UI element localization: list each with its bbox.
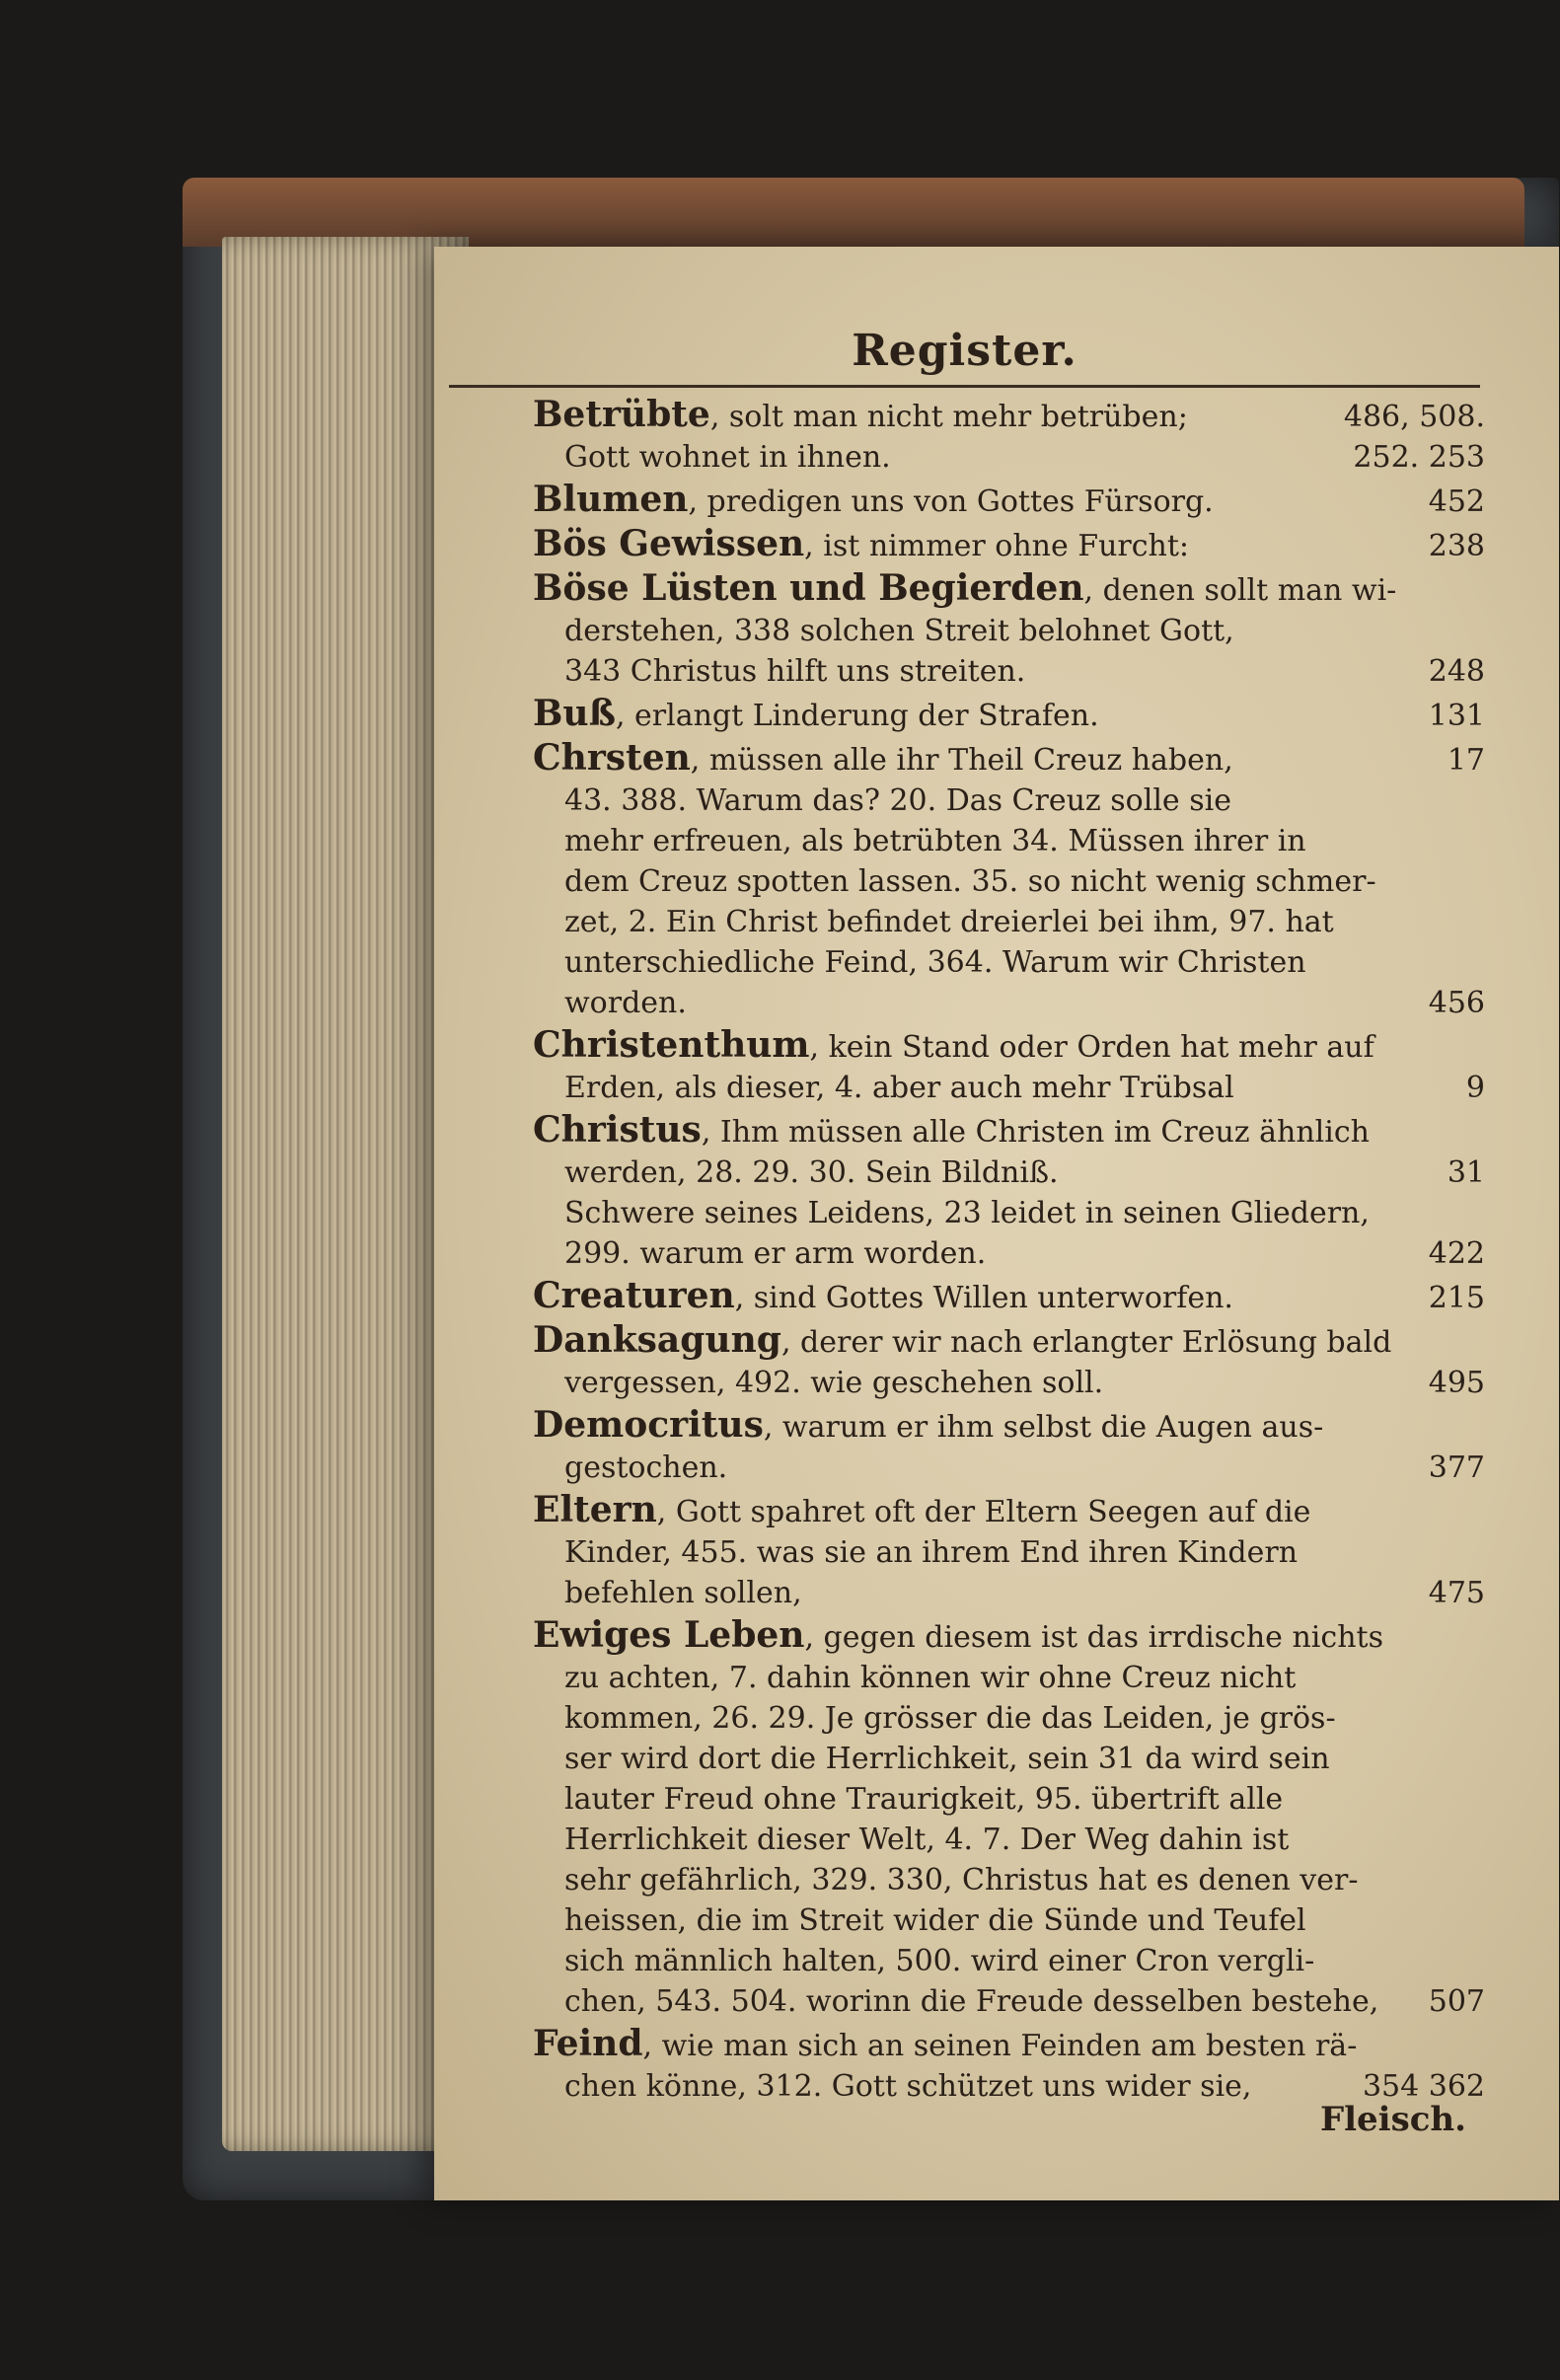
- index-line: [533, 651, 1485, 692]
- index-text: lauter Freud ohne Traurigkeit, 95. übertrift alle: [564, 1782, 1284, 1817]
- index-line: [533, 1941, 1485, 1981]
- index-line-text: [564, 942, 1473, 983]
- index-headword: Ewiges Leben: [533, 1615, 805, 1656]
- index-text: chen könne, 312. Gott schützet uns wider sie,: [564, 2069, 1252, 2104]
- index-line: [533, 1615, 1485, 1658]
- index-text: , müssen alle ihr Theil Creuz haben,: [690, 743, 1233, 778]
- index-line: [533, 1860, 1485, 1900]
- index-line-text: [564, 781, 1473, 821]
- index-text: Gott wohnet in ihnen.: [564, 440, 891, 475]
- index-line-text: [533, 1490, 1473, 1532]
- index-line-text: [533, 395, 1332, 437]
- index-line: [533, 1658, 1485, 1698]
- index-headword: Buß: [533, 694, 616, 734]
- index-line: [533, 1405, 1485, 1448]
- index-line-text: [533, 1276, 1417, 1318]
- page-reference: 9: [1465, 1071, 1485, 1105]
- index-text: heissen, die im Streit wider die Sünde und Teufel: [564, 1903, 1306, 1938]
- index-line: [533, 902, 1485, 942]
- index-line: [533, 1276, 1485, 1318]
- index-line-text: [564, 1573, 1417, 1613]
- index-line-text: [564, 1448, 1417, 1488]
- index-line: [533, 1320, 1485, 1363]
- index-line-text: [564, 1363, 1417, 1403]
- page-reference: 131: [1428, 699, 1485, 733]
- index-entry: [533, 568, 1485, 692]
- index-line: [533, 568, 1485, 611]
- index-text: 43. 388. Warum das? 20. Das Creuz solle sie: [564, 783, 1231, 818]
- index-line: [533, 1900, 1485, 1941]
- index-text: Schwere seines Leidens, 23 leidet in seinen Gliedern,: [564, 1196, 1370, 1230]
- index-line: [533, 694, 1485, 736]
- index-headword: Chrsten: [533, 738, 691, 779]
- index-line-text: [533, 2024, 1473, 2066]
- index-text: gestochen.: [564, 1450, 728, 1485]
- index-entry: [533, 395, 1485, 478]
- index-text: , denen sollt man wi-: [1083, 573, 1397, 608]
- index-entry: [533, 1490, 1485, 1613]
- index-text: , derer wir nach erlangter Erlösung bald: [780, 1325, 1392, 1360]
- index-line: [533, 1025, 1485, 1068]
- index-line-text: [533, 1405, 1473, 1448]
- index-line-text: [564, 611, 1473, 651]
- index-line-text: [533, 1110, 1473, 1153]
- index-line-text: [564, 1233, 1417, 1274]
- index-line: [533, 821, 1485, 861]
- index-line-text: [564, 1981, 1417, 2022]
- index-text: , ist nimmer ohne Furcht:: [804, 529, 1190, 563]
- index-line-text: [564, 1153, 1436, 1193]
- index-headword: Christenthum: [533, 1025, 810, 1066]
- index-line-text: [564, 1658, 1473, 1698]
- index-entry: [533, 1025, 1485, 1108]
- index-entry: [533, 1110, 1485, 1274]
- index-entry: [533, 524, 1485, 566]
- index-text: , predigen uns von Gottes Fürsorg.: [688, 484, 1214, 519]
- index-text: mehr erfreuen, als betrübten 34. Müssen ihrer in: [564, 824, 1306, 858]
- index-line: [533, 1068, 1485, 1108]
- index-entry: [533, 1405, 1485, 1488]
- index-line: [533, 738, 1485, 781]
- index-line: [533, 1698, 1485, 1739]
- index-line-text: [533, 1615, 1473, 1658]
- index-line-text: [564, 1532, 1473, 1573]
- page-reference: 215: [1428, 1281, 1485, 1315]
- page-reference: 238: [1428, 529, 1485, 563]
- index-headword: Böse Lüsten und Begierden: [533, 568, 1084, 609]
- page-reference: 31: [1447, 1155, 1485, 1190]
- index-text: , warum er ihm selbst die Augen aus-: [763, 1410, 1324, 1445]
- page-reference: 377: [1428, 1450, 1485, 1485]
- page-reference: 452: [1428, 484, 1485, 519]
- page-reference: 475: [1428, 1576, 1485, 1610]
- index-line: [533, 395, 1485, 437]
- index-text: unterschiedliche Feind, 364. Warum wir Christen: [564, 945, 1306, 980]
- index-text: ser wird dort die Herrlichkeit, sein 31 da wird sein: [564, 1742, 1330, 1776]
- index-text: derstehen, 338 solchen Streit belohnet Gott,: [564, 614, 1234, 648]
- index-line-text: [564, 1900, 1473, 1941]
- index-line-text: [533, 524, 1417, 566]
- register-index: [533, 395, 1485, 2109]
- index-headword: Creaturen: [533, 1276, 735, 1316]
- index-entry: [533, 1615, 1485, 2022]
- index-line: [533, 1233, 1485, 1274]
- index-text: , solt man nicht mehr betrüben;: [709, 400, 1188, 434]
- index-headword: Christus: [533, 1110, 702, 1151]
- index-line: [533, 437, 1485, 478]
- page-reference: 507: [1428, 1984, 1485, 2019]
- index-line-text: [533, 1025, 1473, 1068]
- index-line: [533, 1820, 1485, 1860]
- index-line: [533, 861, 1485, 902]
- index-headword: Feind: [533, 2024, 643, 2064]
- index-text: 343 Christus hilft uns streiten.: [564, 654, 1026, 689]
- page-reference: 248: [1428, 654, 1485, 689]
- index-headword: Eltern: [533, 1490, 657, 1530]
- index-line: [533, 1153, 1485, 1193]
- index-line-text: [564, 1193, 1473, 1233]
- index-text: zu achten, 7. dahin können wir ohne Creuz nicht: [564, 1661, 1297, 1695]
- index-line-text: [533, 480, 1417, 522]
- index-line: [533, 1739, 1485, 1779]
- index-text: worden.: [564, 986, 687, 1020]
- page-title: Register.: [852, 326, 1077, 376]
- index-text: , kein Stand oder Orden hat mehr auf: [809, 1030, 1374, 1065]
- index-line-text: [533, 694, 1417, 736]
- index-text: sich männlich halten, 500. wird einer Cron vergli-: [564, 1944, 1315, 1978]
- index-line-text: [564, 437, 1341, 478]
- index-text: kommen, 26. 29. Je grösser die das Leiden, je grös-: [564, 1701, 1336, 1736]
- page-reference: 17: [1447, 743, 1485, 778]
- index-line-text: [564, 983, 1417, 1023]
- index-text: , gegen diesem ist das irrdische nichts: [804, 1620, 1383, 1655]
- page-reference: 456: [1428, 986, 1485, 1020]
- index-line-text: [533, 1320, 1473, 1363]
- index-headword: Betrübte: [533, 395, 710, 435]
- index-text: chen, 543. 504. worinn die Freude desselben bestehe,: [564, 1984, 1379, 2019]
- index-entry: [533, 1276, 1485, 1318]
- index-text: , sind Gottes Willen unterworfen.: [734, 1281, 1233, 1315]
- index-text: befehlen sollen,: [564, 1576, 802, 1610]
- index-line-text: [564, 902, 1473, 942]
- index-line-text: [564, 1860, 1473, 1900]
- index-line: [533, 1193, 1485, 1233]
- index-text: , Ihm müssen alle Christen im Creuz ähnlich: [701, 1115, 1370, 1150]
- index-line-text: [564, 1779, 1473, 1820]
- index-text: , wie man sich an seinen Feinden am besten rä-: [642, 2029, 1358, 2063]
- index-line: [533, 2024, 1485, 2066]
- index-text: Kinder, 455. was sie an ihrem End ihren Kindern: [564, 1535, 1299, 1570]
- index-line: [533, 983, 1485, 1023]
- index-entry: [533, 738, 1485, 1023]
- index-line: [533, 1363, 1485, 1403]
- index-line-text: [564, 1698, 1473, 1739]
- page-reference: 252. 253: [1353, 440, 1485, 475]
- index-entry: [533, 2024, 1485, 2107]
- index-line: [533, 1110, 1485, 1153]
- index-entry: [533, 480, 1485, 522]
- index-text: 299. warum er arm worden.: [564, 1236, 987, 1271]
- index-line: [533, 1532, 1485, 1573]
- index-headword: Blumen: [533, 480, 689, 520]
- index-line-text: [533, 568, 1473, 611]
- index-line: [533, 1490, 1485, 1532]
- index-text: zet, 2. Ein Christ befindet dreierlei bei ihm, 97. hat: [564, 905, 1334, 939]
- index-line-text: [533, 738, 1436, 781]
- index-line-text: [564, 1941, 1473, 1981]
- index-line: [533, 1981, 1485, 2022]
- index-line-text: [564, 2066, 1351, 2107]
- index-line-text: [564, 1068, 1454, 1108]
- index-headword: Danksagung: [533, 1320, 781, 1361]
- index-line-text: [564, 861, 1473, 902]
- page-reference: 486, 508.: [1343, 400, 1485, 434]
- index-text: werden, 28. 29. 30. Sein Bildniß.: [564, 1155, 1059, 1190]
- page-header: [449, 326, 1480, 388]
- index-line-text: [564, 1739, 1473, 1779]
- index-text: dem Creuz spotten lassen. 35. so nicht wenig schmer-: [564, 864, 1376, 899]
- index-text: Erden, als dieser, 4. aber auch mehr Trübsal: [564, 1071, 1234, 1105]
- index-line-text: [564, 651, 1417, 692]
- index-line: [533, 1779, 1485, 1820]
- index-text: sehr gefährlich, 329. 330, Christus hat es denen ver-: [564, 1863, 1359, 1897]
- index-line: [533, 1448, 1485, 1488]
- index-text: vergessen, 492. wie geschehen soll.: [564, 1366, 1104, 1400]
- index-entry: [533, 694, 1485, 736]
- index-entry: [533, 1320, 1485, 1403]
- index-line: [533, 942, 1485, 983]
- index-line: [533, 480, 1485, 522]
- page-reference: 354 362: [1362, 2069, 1485, 2104]
- index-headword: Democritus: [533, 1405, 764, 1446]
- index-line: [533, 1573, 1485, 1613]
- catchword: Fleisch.: [1319, 2100, 1466, 2139]
- index-line-text: [564, 821, 1473, 861]
- index-text: , erlangt Linderung der Strafen.: [615, 699, 1099, 733]
- page-reference: 422: [1428, 1236, 1485, 1271]
- index-text: Herrlichkeit dieser Welt, 4. 7. Der Weg dahin ist: [564, 1822, 1290, 1857]
- page-reference: 495: [1428, 1366, 1485, 1400]
- index-line-text: [564, 1820, 1473, 1860]
- index-headword: Bös Gewissen: [533, 524, 805, 564]
- page-edges: [222, 237, 469, 2151]
- index-text: , Gott spahret oft der Eltern Seegen auf die: [656, 1495, 1311, 1529]
- index-line: [533, 524, 1485, 566]
- index-line: [533, 781, 1485, 821]
- index-line: [533, 611, 1485, 651]
